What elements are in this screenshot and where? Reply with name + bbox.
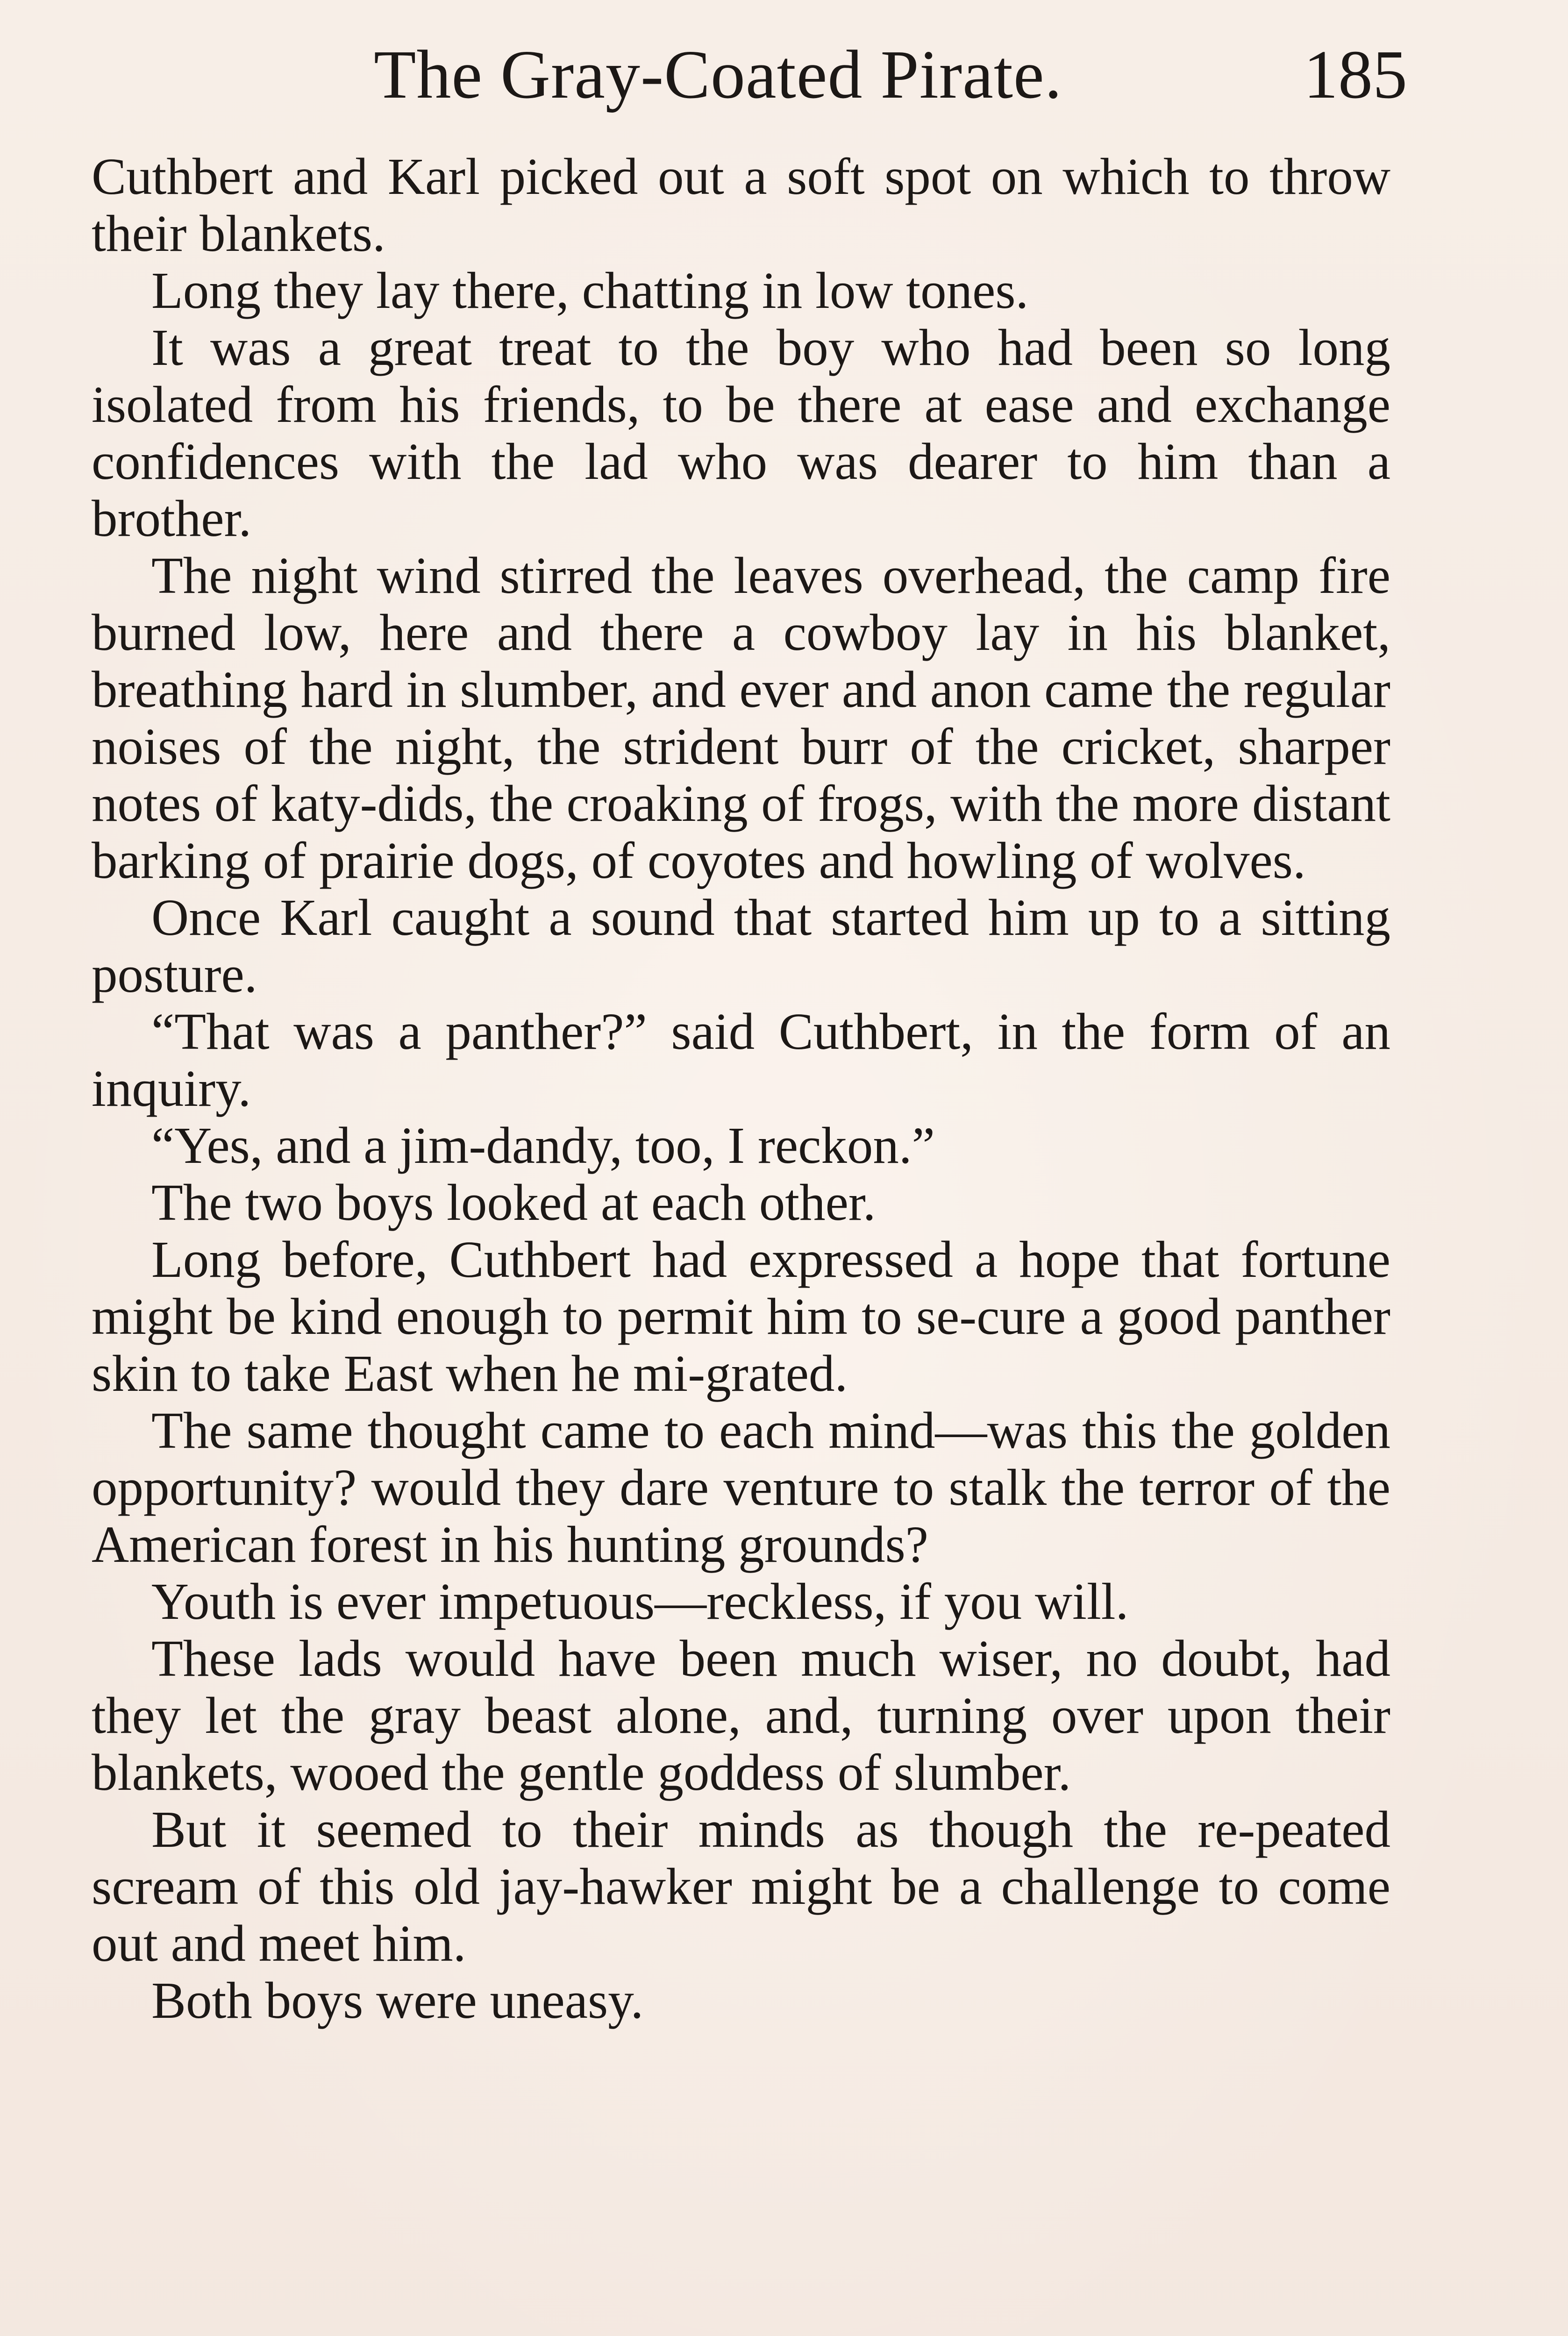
page-header: [0, 33, 1568, 126]
page-number: 185: [1304, 36, 1407, 113]
paragraph: Once Karl caught a sound that started him up to a sitting posture.: [92, 889, 1390, 1004]
paragraph: The two boys looked at each other.: [151, 1174, 876, 1232]
paragraph: “Yes, and a jim-dandy, too, I reckon.”: [151, 1117, 935, 1175]
paragraph: These lads would have been much wiser, no doubt, had they let the gray beast alone, and, turning over upon their blankets, wooed the gentle goddess of slumber.: [92, 1630, 1390, 1802]
paragraph: The same thought came to each mind—was this the golden opportunity? would they dare venture to stalk the terror of the American forest in his hunting grounds?: [92, 1402, 1390, 1574]
paragraph: Long they lay there, chatting in low tones.: [151, 262, 1029, 320]
paragraph: But it seemed to their minds as though the re-peated scream of this old jay-hawker might be a challenge to come out and meet him.: [92, 1801, 1390, 1973]
paragraph: Youth is ever impetuous—reckless, if you will.: [151, 1573, 1129, 1631]
paragraph: The night wind stirred the leaves overhead, the camp fire burned low, here and there a cowboy lay in his blanket, breathing hard in slumber, and ever and anon came the regular noises of the night, the strident burr of the cricket, sharper notes of katy-dids, the croaking of frogs, with the more distant barking of prairie dogs, of coyotes and howling of wolves.: [92, 547, 1390, 890]
paragraph: “That was a panther?” said Cuthbert, in the form of an inquiry.: [92, 1003, 1390, 1118]
paragraph: Both boys were uneasy.: [151, 1972, 644, 2030]
paragraph: Cuthbert and Karl picked out a soft spot on which to throw their blankets.: [92, 148, 1390, 263]
paragraph: Long before, Cuthbert had expressed a hope that fortune might be kind enough to permit him to se-cure a good panther skin to take East when he mi-grated.: [92, 1231, 1390, 1403]
running-title: The Gray-Coated Pirate.: [374, 36, 1062, 113]
paragraph: It was a great treat to the boy who had been so long isolated from his friends, to be there at ease and exchange confidences with the lad who was dearer to him than a brother.: [92, 319, 1390, 548]
body-text: [92, 149, 1390, 2030]
